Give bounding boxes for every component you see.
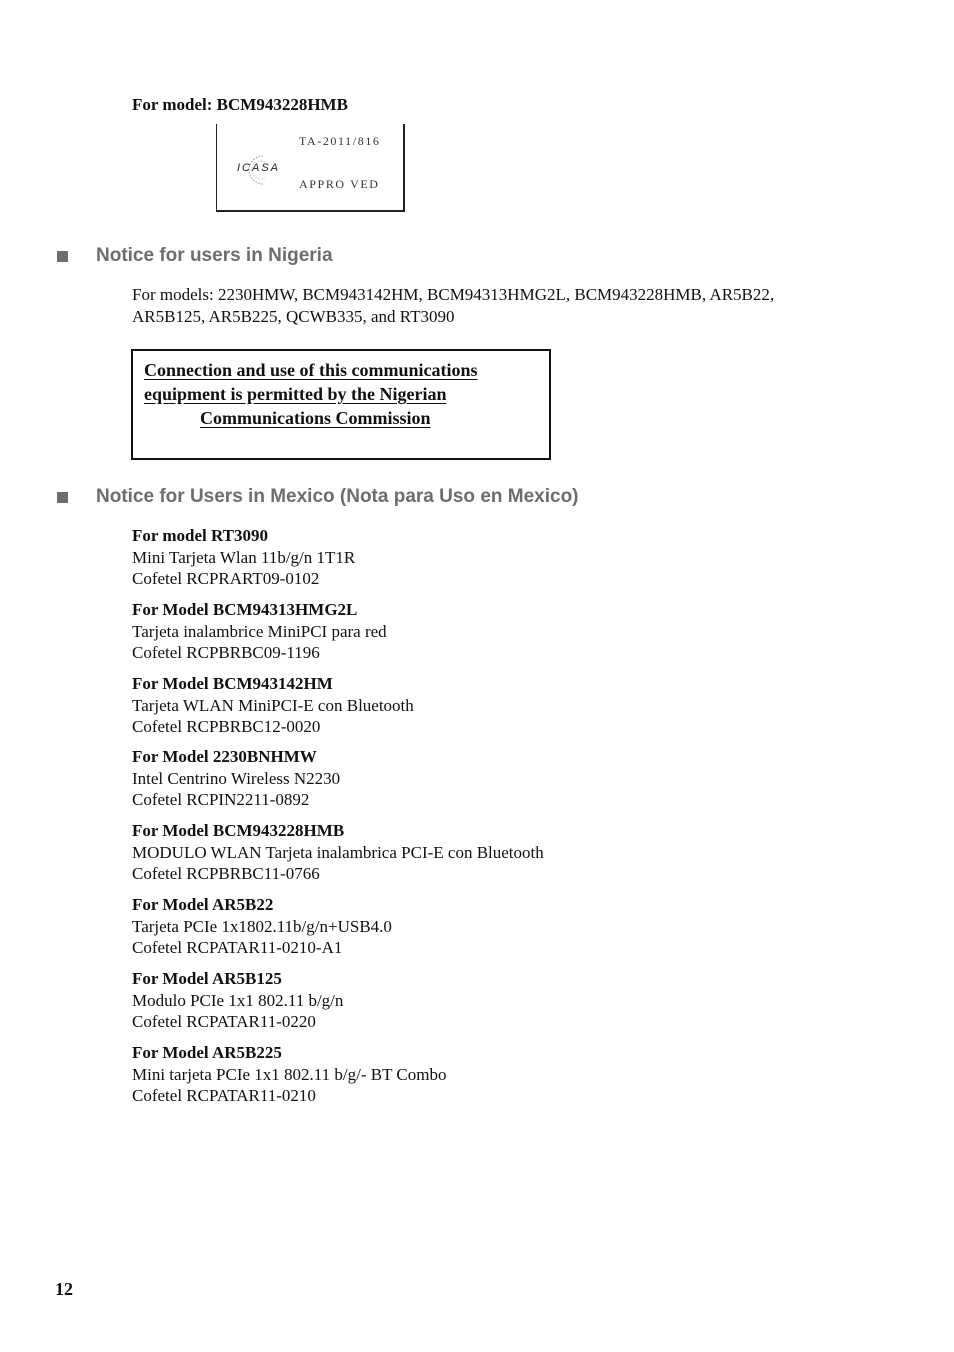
- mexico-entry-description: Tarjeta inalambrice MiniPCI para red: [132, 621, 387, 641]
- icasa-approval-code: TA-2011/816: [299, 134, 381, 148]
- mexico-entry: [132, 525, 355, 590]
- mexico-entry: [132, 894, 392, 959]
- nigeria-section-title: Notice for users in Nigeria: [96, 245, 333, 266]
- mexico-entry-heading: For Model BCM943142HM: [132, 674, 333, 693]
- nigeria-notice-line-3: Communications Commission: [200, 408, 431, 428]
- mexico-entry: [132, 673, 414, 738]
- mexico-entry-cofetel: Cofetel RCPBRBC09-1196: [132, 643, 320, 662]
- mexico-entry-cofetel: Cofetel RCPIN2211-0892: [132, 790, 310, 809]
- mexico-entry: [132, 1042, 446, 1107]
- mexico-entry-cofetel: Cofetel RCPBRBC12-0020: [132, 717, 321, 736]
- icasa-approved-text: APPRO VED: [299, 177, 380, 191]
- mexico-entry-cofetel: Cofetel RCPBRBC11-0766: [132, 864, 320, 883]
- mexico-entry: [132, 968, 343, 1033]
- section-bullet-icon: [57, 492, 68, 503]
- mexico-entry-description: Mini Tarjeta Wlan 11b/g/n 1T1R: [132, 547, 356, 567]
- icasa-model-heading: For model: BCM943228HMB: [132, 95, 348, 114]
- mexico-entry-description: Intel Centrino Wireless N2230: [132, 768, 341, 788]
- icasa-approval-label: [216, 124, 405, 212]
- mexico-entry-heading: For Model BCM943228HMB: [132, 821, 345, 840]
- nigeria-models-text: [132, 284, 774, 328]
- page-number: 12: [55, 1279, 73, 1299]
- mexico-entry: [132, 820, 544, 885]
- mexico-entry-description: Mini tarjeta PCIe 1x1 802.11 b/g/- BT Combo: [132, 1064, 447, 1084]
- mexico-entry: [132, 599, 387, 664]
- mexico-entry-cofetel: Cofetel RCPRART09-0102: [132, 569, 320, 588]
- mexico-section-title: Notice for Users in Mexico (Nota para Uso en Mexico): [96, 486, 579, 507]
- icasa-logo-text: ICASA: [237, 162, 281, 174]
- mexico-entry-heading: For Model AR5B125: [132, 969, 282, 988]
- mexico-entry-heading: For Model AR5B22: [132, 895, 274, 914]
- mexico-entry-cofetel: Cofetel RCPATAR11-0220: [132, 1012, 316, 1031]
- mexico-entry-heading: For model RT3090: [132, 526, 269, 545]
- mexico-entry-heading: For Model BCM94313HMG2L: [132, 600, 358, 619]
- mexico-entry-description: Tarjeta PCIe 1x1802.11b/g/n+USB4.0: [132, 916, 392, 936]
- section-bullet-icon: [57, 251, 68, 262]
- mexico-entry-heading: For Model 2230BNHMW: [132, 747, 317, 766]
- nigeria-notice-line-1: Connection and use of this communications: [144, 360, 478, 380]
- mexico-entry: [132, 746, 340, 811]
- icasa-logo: [235, 150, 291, 190]
- nigeria-models-line-2: AR5B125, AR5B225, QCWB335, and RT3090: [132, 307, 455, 326]
- mexico-entry-description: Modulo PCIe 1x1 802.11 b/g/n: [132, 990, 344, 1010]
- mexico-entry-description: Tarjeta WLAN MiniPCI-E con Bluetooth: [132, 695, 414, 715]
- mexico-entry-heading: For Model AR5B225: [132, 1043, 282, 1062]
- mexico-entry-cofetel: Cofetel RCPATAR11-0210: [132, 1086, 316, 1105]
- nigeria-notice-line-2: equipment is permitted by the Nigerian: [144, 384, 447, 404]
- nigeria-notice-box: [131, 349, 551, 460]
- mexico-entry-cofetel: Cofetel RCPATAR11-0210-A1: [132, 938, 343, 957]
- mexico-entry-description: MODULO WLAN Tarjeta inalambrica PCI-E con Bluetooth: [132, 842, 544, 862]
- nigeria-models-line-1: For models: 2230HMW, BCM943142HM, BCM94313HMG2L, BCM943228HMB, AR5B22,: [132, 285, 775, 304]
